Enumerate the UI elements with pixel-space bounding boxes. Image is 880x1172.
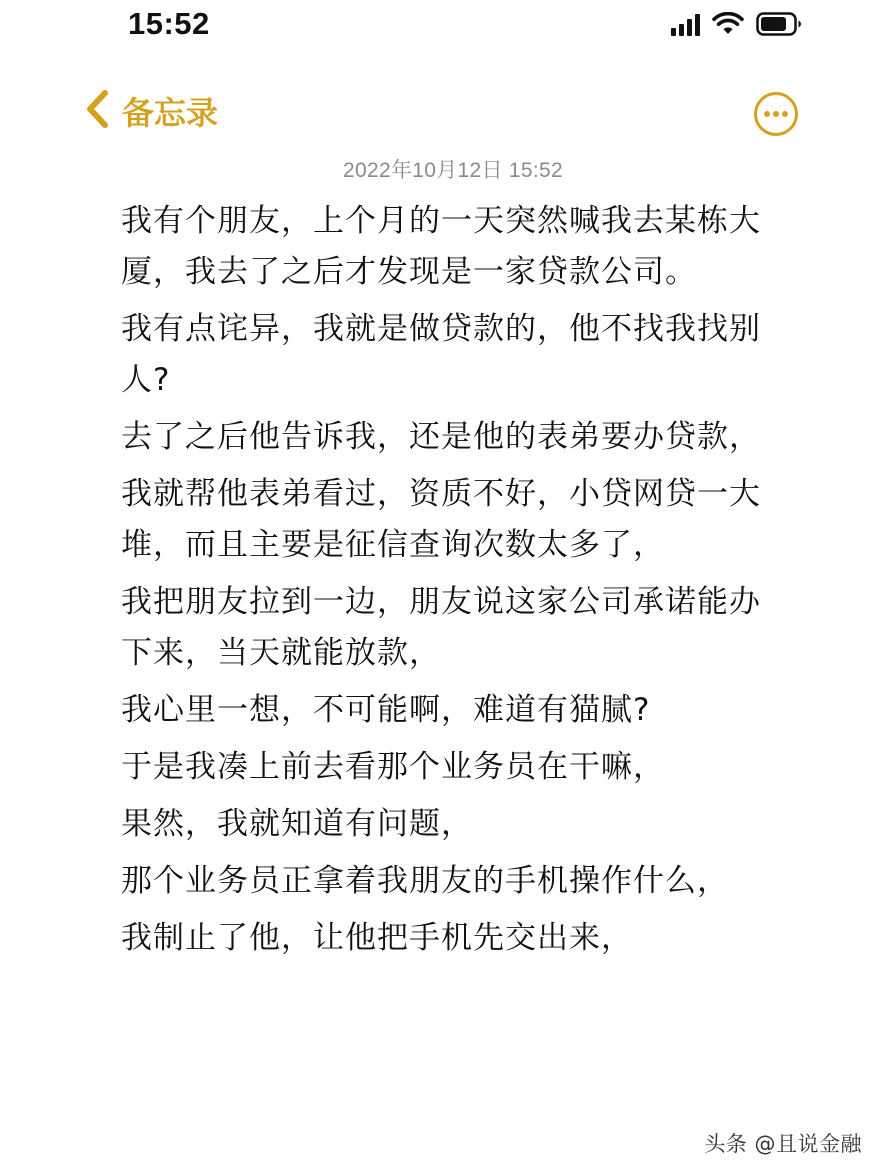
note-paragraph: 那个业务员正拿着我朋友的手机操作什么， [121,863,729,899]
note-body[interactable] [121,196,773,970]
battery-icon [756,12,802,36]
cellular-signal-icon [671,12,700,36]
status-time: 15:52 [128,6,210,41]
note-paragraph: 去了之后他告诉我，还是他的表弟要办贷款， [121,419,761,455]
note-paragraph: 我制止了他，让他把手机先交出来， [121,920,633,956]
nav-bar [0,80,880,144]
wifi-icon [712,12,744,36]
more-ellipsis-icon [753,91,799,137]
watermark: 头条 @且说金融 [704,1132,862,1156]
note-paragraph: 我有个朋友，上个月的一天突然喊我去某栋大厦，我去了之后才发现是一家贷款公司。 [121,203,761,290]
note-paragraph: 于是我凑上前去看那个业务员在干嘛， [121,749,665,785]
back-button[interactable] [84,88,218,134]
note-paragraph: 果然，我就知道有问题， [121,806,473,842]
status-bar [0,0,880,56]
note-paragraph: 我有点诧异，我就是做贷款的，他不找我找别人? [121,311,761,398]
note-paragraph: 我就帮他表弟看过，资质不好，小贷网贷一大堆，而且主要是征信查询次数太多了， [121,476,761,563]
status-icons [671,12,802,36]
back-button-label: 备忘录 [122,94,219,132]
more-button[interactable] [753,91,799,137]
note-paragraph: 我心里一想，不可能啊，难道有猫腻? [121,692,651,728]
note-date: 2022年10月12日 15:52 [343,159,563,182]
note-paragraph: 我把朋友拉到一边，朋友说这家公司承诺能办下来，当天就能放款， [121,584,761,671]
chevron-left-icon [84,89,110,133]
